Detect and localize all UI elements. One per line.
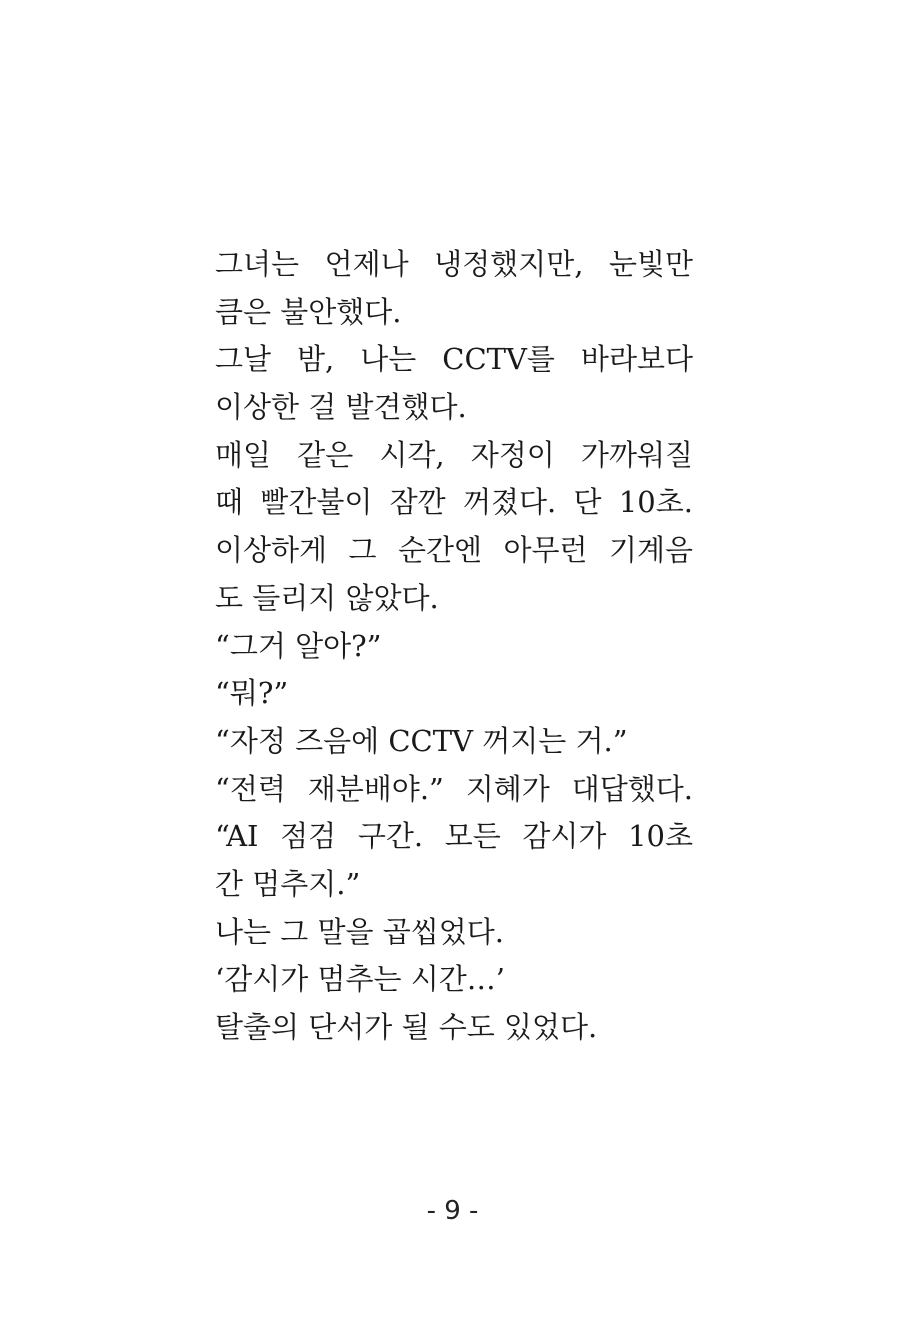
text-line: “뭐?”	[215, 676, 289, 711]
text-line: 그녀는 언제나 냉정했지만, 눈빛만	[215, 247, 693, 281]
text-line: 이상한 걸 발견했다.	[215, 390, 467, 425]
text-line: “AI 점검 구간. 모든 감시가 10초	[215, 819, 693, 854]
text-line: ‘감시가 멈추는 시간…’	[215, 962, 505, 997]
text-line: 도 들리지 않았다.	[215, 580, 439, 615]
text-line: 매일 같은 시각, 자정이 가까워질	[215, 437, 693, 472]
text-line: 큼은 불안했다.	[215, 294, 402, 329]
text-line: 이상하게 그 순간엔 아무런 기계음	[215, 533, 693, 568]
text-line: 간 멈추지.”	[215, 866, 361, 901]
text-line: “그거 알아?”	[215, 628, 382, 663]
text-line: 탈출의 단서가 될 수도 있었다.	[215, 1010, 598, 1044]
body-text	[215, 241, 693, 1052]
text-line: 때 빨간불이 잠깐 꺼졌다. 단 10초.	[215, 485, 693, 520]
text-line: “전력 재분배야.” 지혜가 대답했다.	[215, 771, 693, 806]
text-line: 나는 그 말을 곱씹었다.	[215, 914, 504, 949]
text-line: 그날 밤, 나는 CCTV를 바라보다	[215, 342, 693, 377]
page-number: - 9 -	[426, 1196, 479, 1226]
text-line: “자정 즈음에 CCTV 꺼지는 거.”	[215, 723, 628, 758]
